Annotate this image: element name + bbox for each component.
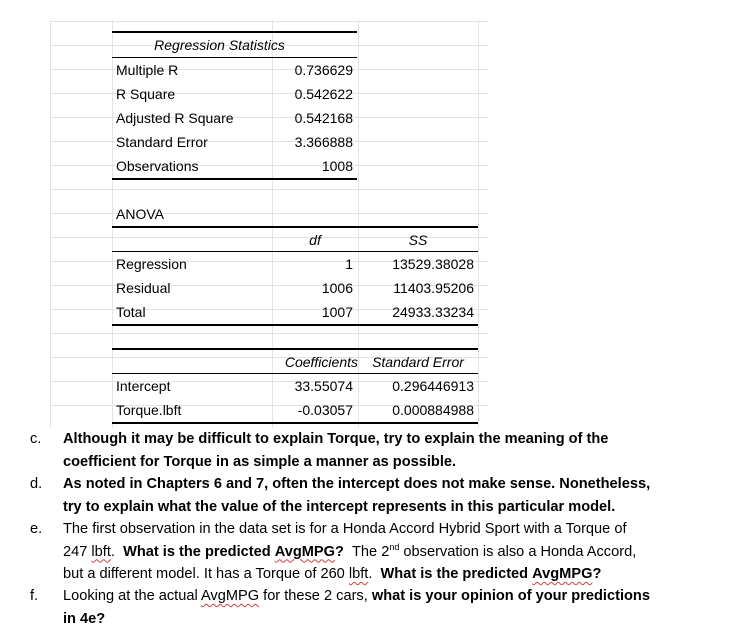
anova-row-df: 1	[345, 256, 353, 272]
stat-value: 3.366888	[294, 134, 353, 150]
anova-row-ss: 24933.33234	[392, 304, 474, 320]
anova-row-df: 1007	[321, 304, 353, 320]
stat-label: Observations	[116, 158, 199, 174]
stat-value: 1008	[321, 158, 353, 174]
question-text: coefficient for Torque in as simple a manner as possible.	[63, 453, 457, 470]
coef-row-label: Torque.lbft	[116, 402, 182, 418]
standard-error-header: Standard Error	[372, 354, 464, 370]
question-text: Although it may be difficult to explain Torque, try to explain the meaning of the	[63, 431, 609, 447]
anova-row-label: Residual	[116, 280, 171, 296]
anova-row-df: 1006	[321, 280, 353, 296]
regression-statistics-title: Regression Statistics	[154, 37, 285, 53]
anova-df-header: df	[309, 232, 321, 248]
stat-value: 0.542622	[294, 86, 353, 102]
coef-row-label: Intercept	[116, 378, 171, 394]
question-text: in 4e?	[63, 610, 106, 627]
question-text: As noted in Chapters 6 and 7, often the intercept does not make sense. Nonetheless,	[63, 476, 651, 492]
coef-row-value: -0.03057	[297, 402, 353, 418]
question-text: Looking at the actual AvgMPG for these 2 cars, what is your opinion of your predictions	[63, 588, 650, 604]
question-text: The first observation in the data set is for a Honda Accord Hybrid Sport with a Torque of	[63, 521, 627, 537]
question-e	[30, 518, 730, 586]
question-f	[30, 585, 730, 631]
stat-label: Adjusted R Square	[116, 110, 234, 126]
question-text: but a different model. It has a Torque of 260 lbft. What is the predicted AvgMPG?	[63, 566, 602, 583]
question-label: c.	[30, 431, 42, 447]
coefficients-header: Coefficients	[284, 354, 358, 370]
stat-label: Multiple R	[116, 62, 179, 78]
question-text: try to explain what the value of the intercept represents in this particular model.	[63, 498, 616, 515]
question-label: e.	[30, 521, 43, 537]
question-c	[30, 428, 730, 474]
question-label: f.	[30, 588, 39, 604]
stat-label: R Square	[116, 86, 176, 102]
question-text: 247 lbft. What is the predicted AvgMPG? The 2nd observation is also a Honda Accord,	[63, 541, 637, 560]
coef-row-se: 0.000884988	[392, 402, 474, 418]
anova-row-ss: 13529.38028	[392, 256, 474, 272]
anova-row-label: Regression	[116, 256, 187, 272]
stat-value: 0.542168	[294, 110, 353, 126]
stat-value: 0.736629	[294, 62, 353, 78]
anova-row-ss: 11403.95206	[393, 280, 474, 296]
anova-row-label: Total	[116, 304, 146, 320]
stat-label: Standard Error	[116, 134, 208, 150]
anova-title: ANOVA	[116, 206, 164, 222]
coef-row-value: 33.55074	[294, 378, 353, 394]
anova-ss-header: SS	[408, 232, 428, 248]
question-label: d.	[30, 476, 43, 492]
coef-row-se: 0.296446913	[392, 378, 474, 394]
question-d	[30, 473, 730, 519]
